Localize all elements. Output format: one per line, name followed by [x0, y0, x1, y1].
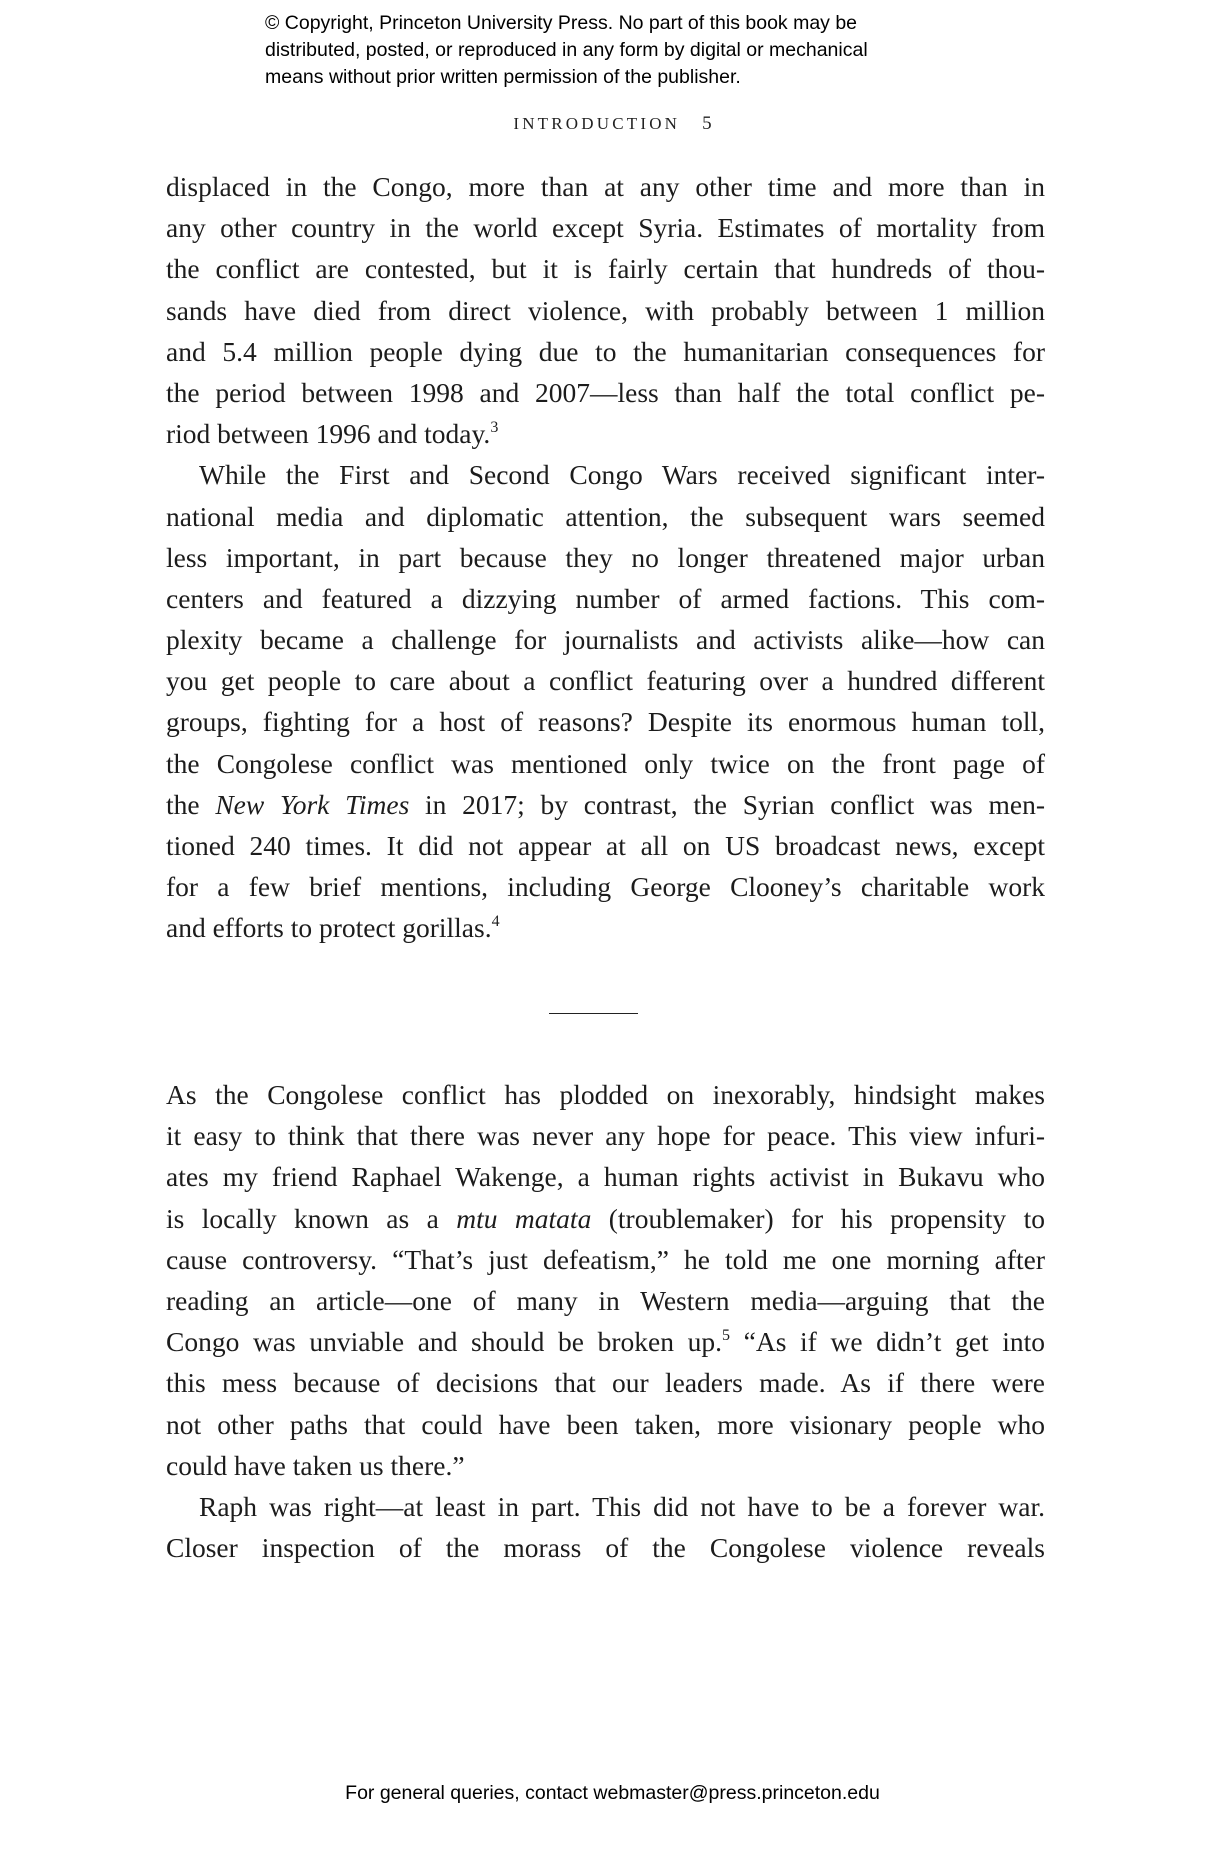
text-line — [166, 1074, 1045, 1115]
text-line — [166, 1280, 1045, 1321]
text-segment: could have taken us there.” — [166, 1449, 465, 1481]
text-line — [166, 454, 1045, 495]
running-head — [0, 113, 1225, 135]
text-segment: displaced in the Congo, more than at any other time and more than in — [166, 171, 1045, 202]
text-segment: it easy to think that there was never any hope for peace. This view infuri- — [166, 1120, 1045, 1152]
text-segment: and efforts to protect gorillas. — [166, 912, 492, 944]
italic-text: New York Times — [215, 788, 410, 820]
text-line — [166, 1404, 1045, 1445]
text-line — [166, 1527, 1045, 1568]
text-segment: the Congolese conflict was mentioned only twice on the front page of — [166, 747, 1045, 779]
text-line — [166, 660, 1045, 701]
text-segment: in 2017; by contrast, the Syrian conflict was men- — [409, 788, 1045, 820]
text-segment: tioned 240 times. It did not appear at all on US broadcast news, except — [166, 830, 1045, 861]
text-segment: you get people to care about a conflict featuring over a hundred different — [166, 665, 1045, 697]
text-segment: the — [166, 788, 216, 820]
text-line — [166, 619, 1045, 660]
copyright-line: means without prior written permission of the publisher. — [265, 66, 741, 88]
text-segment: any other country in the world except Syria. Estimates of mortality from — [166, 212, 1045, 244]
text-line — [166, 413, 1045, 454]
text-line — [166, 166, 1045, 207]
text-line — [166, 496, 1045, 537]
copyright-notice — [265, 10, 868, 91]
section-break-rule — [549, 1013, 638, 1014]
running-head-title: INTRODUCTION — [513, 114, 681, 133]
text-segment: As the Congolese conflict has plodded on inexorably, hindsight makes — [166, 1079, 1045, 1110]
text-segment: and 5.4 million people dying due to the humanitarian consequences for — [166, 335, 1045, 367]
italic-text: mtu matata — [456, 1202, 592, 1234]
text-segment: Raph was right—at least in part. This did not have to be a forever war. — [199, 1490, 1045, 1522]
text-segment: ates my friend Raphael Wakenge, a human rights activist in Bukavu who — [166, 1161, 1045, 1193]
text-segment: While the First and Second Congo Wars received significant inter- — [199, 459, 1045, 491]
body-text-section-1 — [166, 166, 1045, 949]
text-line — [166, 1486, 1045, 1527]
text-line — [166, 907, 1045, 948]
text-line — [166, 1445, 1045, 1486]
text-line — [166, 207, 1045, 248]
text-line — [166, 1362, 1045, 1403]
text-segment: the period between 1998 and 2007—less than half the total conflict pe- — [166, 376, 1045, 408]
text-segment: plexity became a challenge for journalists and activists alike—how can — [166, 624, 1045, 656]
text-segment: reading an article—one of many in Western media—arguing that the — [166, 1284, 1045, 1316]
text-line — [166, 578, 1045, 619]
text-line — [166, 701, 1045, 742]
text-segment: the conflict are contested, but it is fairly certain that hundreds of thou- — [166, 253, 1045, 285]
text-line — [166, 1198, 1045, 1239]
text-line — [166, 784, 1045, 825]
text-line — [166, 1239, 1045, 1280]
text-line — [166, 331, 1045, 372]
text-segment: Congo was unviable and should be broken up. — [166, 1326, 722, 1358]
text-line — [166, 1115, 1045, 1156]
text-line — [166, 1156, 1045, 1197]
text-segment: for a few brief mentions, including George Clooney’s charitable work — [166, 871, 1045, 903]
text-segment: this mess because of decisions that our leaders made. As if there were — [166, 1367, 1045, 1399]
text-segment: groups, fighting for a host of reasons? Despite its enormous human toll, — [166, 706, 1045, 738]
page-number: 5 — [702, 113, 712, 134]
copyright-line: distributed, posted, or reproduced in any form by digital or mechanical — [265, 39, 868, 61]
copyright-line: © Copyright, Princeton University Press. No part of this book may be — [265, 12, 858, 34]
text-line — [166, 825, 1045, 866]
footer-contact: For general queries, contact webmaster@press.princeton.edu — [345, 1782, 880, 1804]
footnote-marker: 4 — [491, 913, 500, 931]
text-line — [166, 1321, 1045, 1362]
text-line — [166, 248, 1045, 289]
text-segment: less important, in part because they no longer threatened major urban — [166, 541, 1045, 573]
text-segment: is locally known as a — [166, 1202, 457, 1234]
text-line — [166, 743, 1045, 784]
text-segment: riod between 1996 and today. — [166, 418, 491, 450]
footnote-marker: 3 — [490, 419, 499, 437]
text-segment: centers and featured a dizzying number of armed factions. This com- — [166, 582, 1045, 614]
text-line — [166, 372, 1045, 413]
text-segment: national media and diplomatic attention, the subsequent wars seemed — [166, 500, 1045, 532]
body-text-section-2 — [166, 1074, 1045, 1568]
footnote-marker: 5 — [722, 1327, 730, 1345]
text-segment: “As if we didn’t get into — [730, 1326, 1046, 1358]
text-line — [166, 537, 1045, 578]
text-segment: cause controversy. “That’s just defeatism,” he told me one morning after — [166, 1243, 1045, 1275]
text-segment: not other paths that could have been taken, more visionary people who — [166, 1408, 1045, 1440]
text-segment: (troublemaker) for his propensity to — [591, 1202, 1045, 1234]
text-segment: sands have died from direct violence, with probably between 1 million — [166, 294, 1045, 326]
text-line — [166, 290, 1045, 331]
text-line — [166, 866, 1045, 907]
text-segment: Closer inspection of the morass of the Congolese violence reveals — [166, 1532, 1045, 1564]
